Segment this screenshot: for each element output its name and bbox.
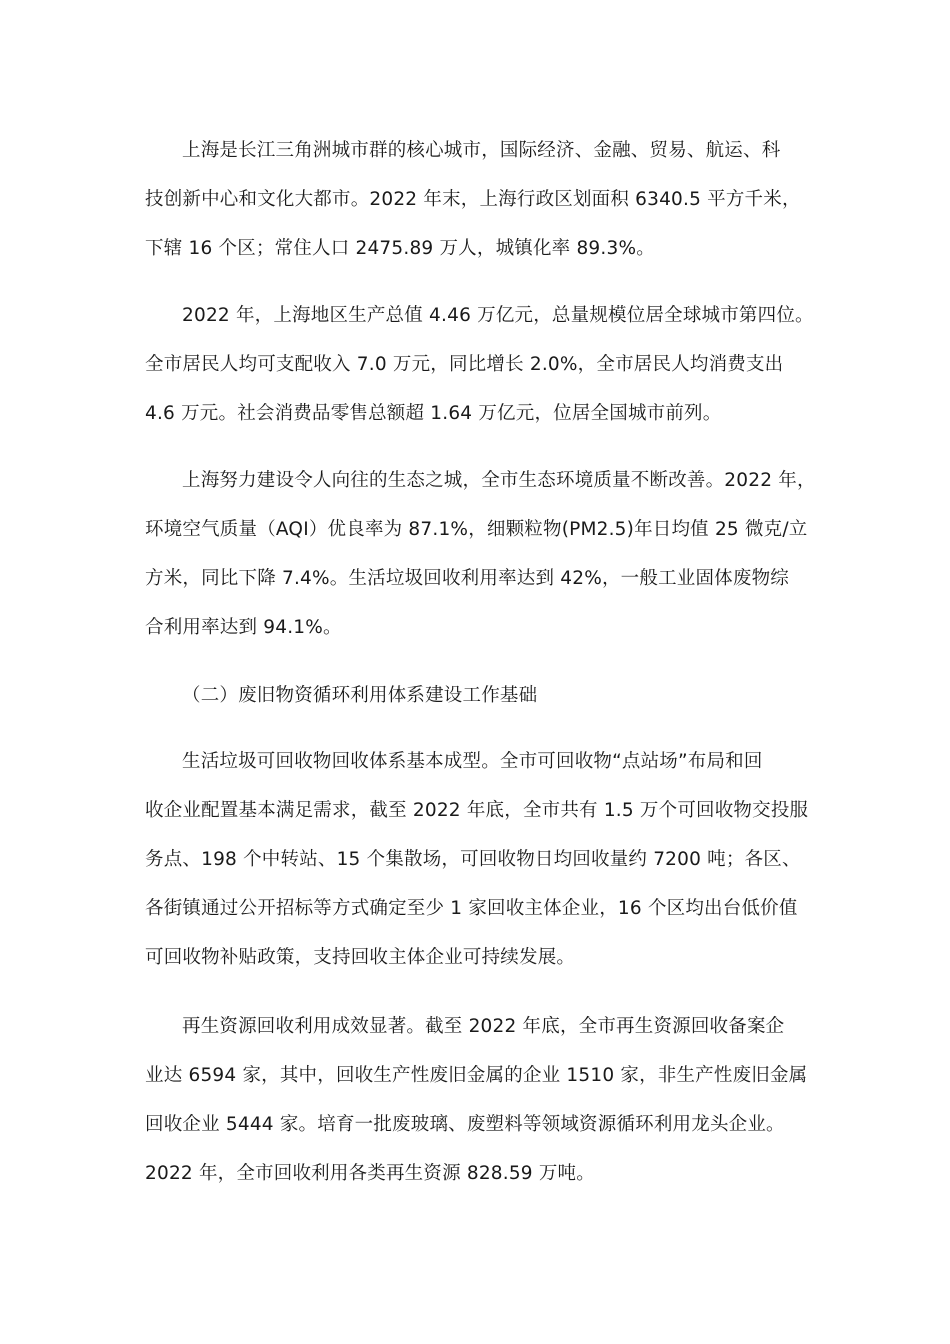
- paragraph-economy: [145, 291, 825, 438]
- text-line: 上海是长江三角洲城市群的核心城市，国际经济、金融、贸易、航运、科: [182, 140, 781, 161]
- paragraph-shanghai-overview: [145, 126, 825, 273]
- text-line: 各街镇通过公开招标等方式确定至少 1 家回收主体企业，16 个区均出台低价值: [145, 898, 798, 919]
- paragraph-recycling-system: [145, 737, 825, 982]
- text-line: 上海努力建设令人向往的生态之城，全市生态环境质量不断改善。2022 年，: [182, 470, 816, 491]
- text-line: 2022 年，全市回收利用各类再生资源 828.59 万吨。: [145, 1163, 595, 1184]
- text-line: 全市居民人均可支配收入 7.0 万元，同比增长 2.0%，全市居民人均消费支出: [145, 354, 784, 375]
- text-line: 收企业配置基本满足需求，截至 2022 年底，全市共有 1.5 万个可回收物交投服: [145, 800, 809, 821]
- text-line: 业达 6594 家，其中，回收生产性废旧金属的企业 1510 家，非生产性废旧金属: [145, 1065, 808, 1086]
- paragraph-ecology: [145, 456, 825, 652]
- text-line: 再生资源回收利用成效显著。截至 2022 年底，全市再生资源回收备案企: [182, 1016, 785, 1037]
- text-line: 合利用率达到 94.1%。: [145, 617, 342, 638]
- text-line: 生活垃圾可回收物回收体系基本成型。全市可回收物“点站场”布局和回: [182, 751, 763, 772]
- text-line: 可回收物补贴政策，支持回收主体企业可持续发展。: [145, 947, 576, 968]
- paragraph-renewable-resources: [145, 1002, 825, 1198]
- section-heading: [145, 671, 825, 720]
- text-line: 务点、198 个中转站、15 个集散场，可回收物日均回收量约 7200 吨；各区、: [145, 849, 801, 870]
- text-line: 下辖 16 个区；常住人口 2475.89 万人，城镇化率 89.3%。: [145, 238, 655, 259]
- text-line: 回收企业 5444 家。培育一批废玻璃、废塑料等领域资源循环利用龙头企业。: [145, 1114, 785, 1135]
- section-heading-text: （二）废旧物资循环利用体系建设工作基础: [182, 685, 538, 706]
- text-line: 方米，同比下降 7.4%。生活垃圾回收利用率达到 42%，一般工业固体废物综: [145, 568, 789, 589]
- text-line: 环境空气质量（AQI）优良率为 87.1%，细颗粒物(PM2.5)年日均值 25 微克/立: [145, 519, 808, 540]
- text-line: 2022 年，上海地区生产总值 4.46 万亿元，总量规模位居全球城市第四位。: [182, 305, 814, 326]
- text-line: 4.6 万元。社会消费品零售总额超 1.64 万亿元，位居全国城市前列。: [145, 403, 722, 424]
- text-line: 技创新中心和文化大都市。2022 年末，上海行政区划面积 6340.5 平方千米，: [145, 189, 801, 210]
